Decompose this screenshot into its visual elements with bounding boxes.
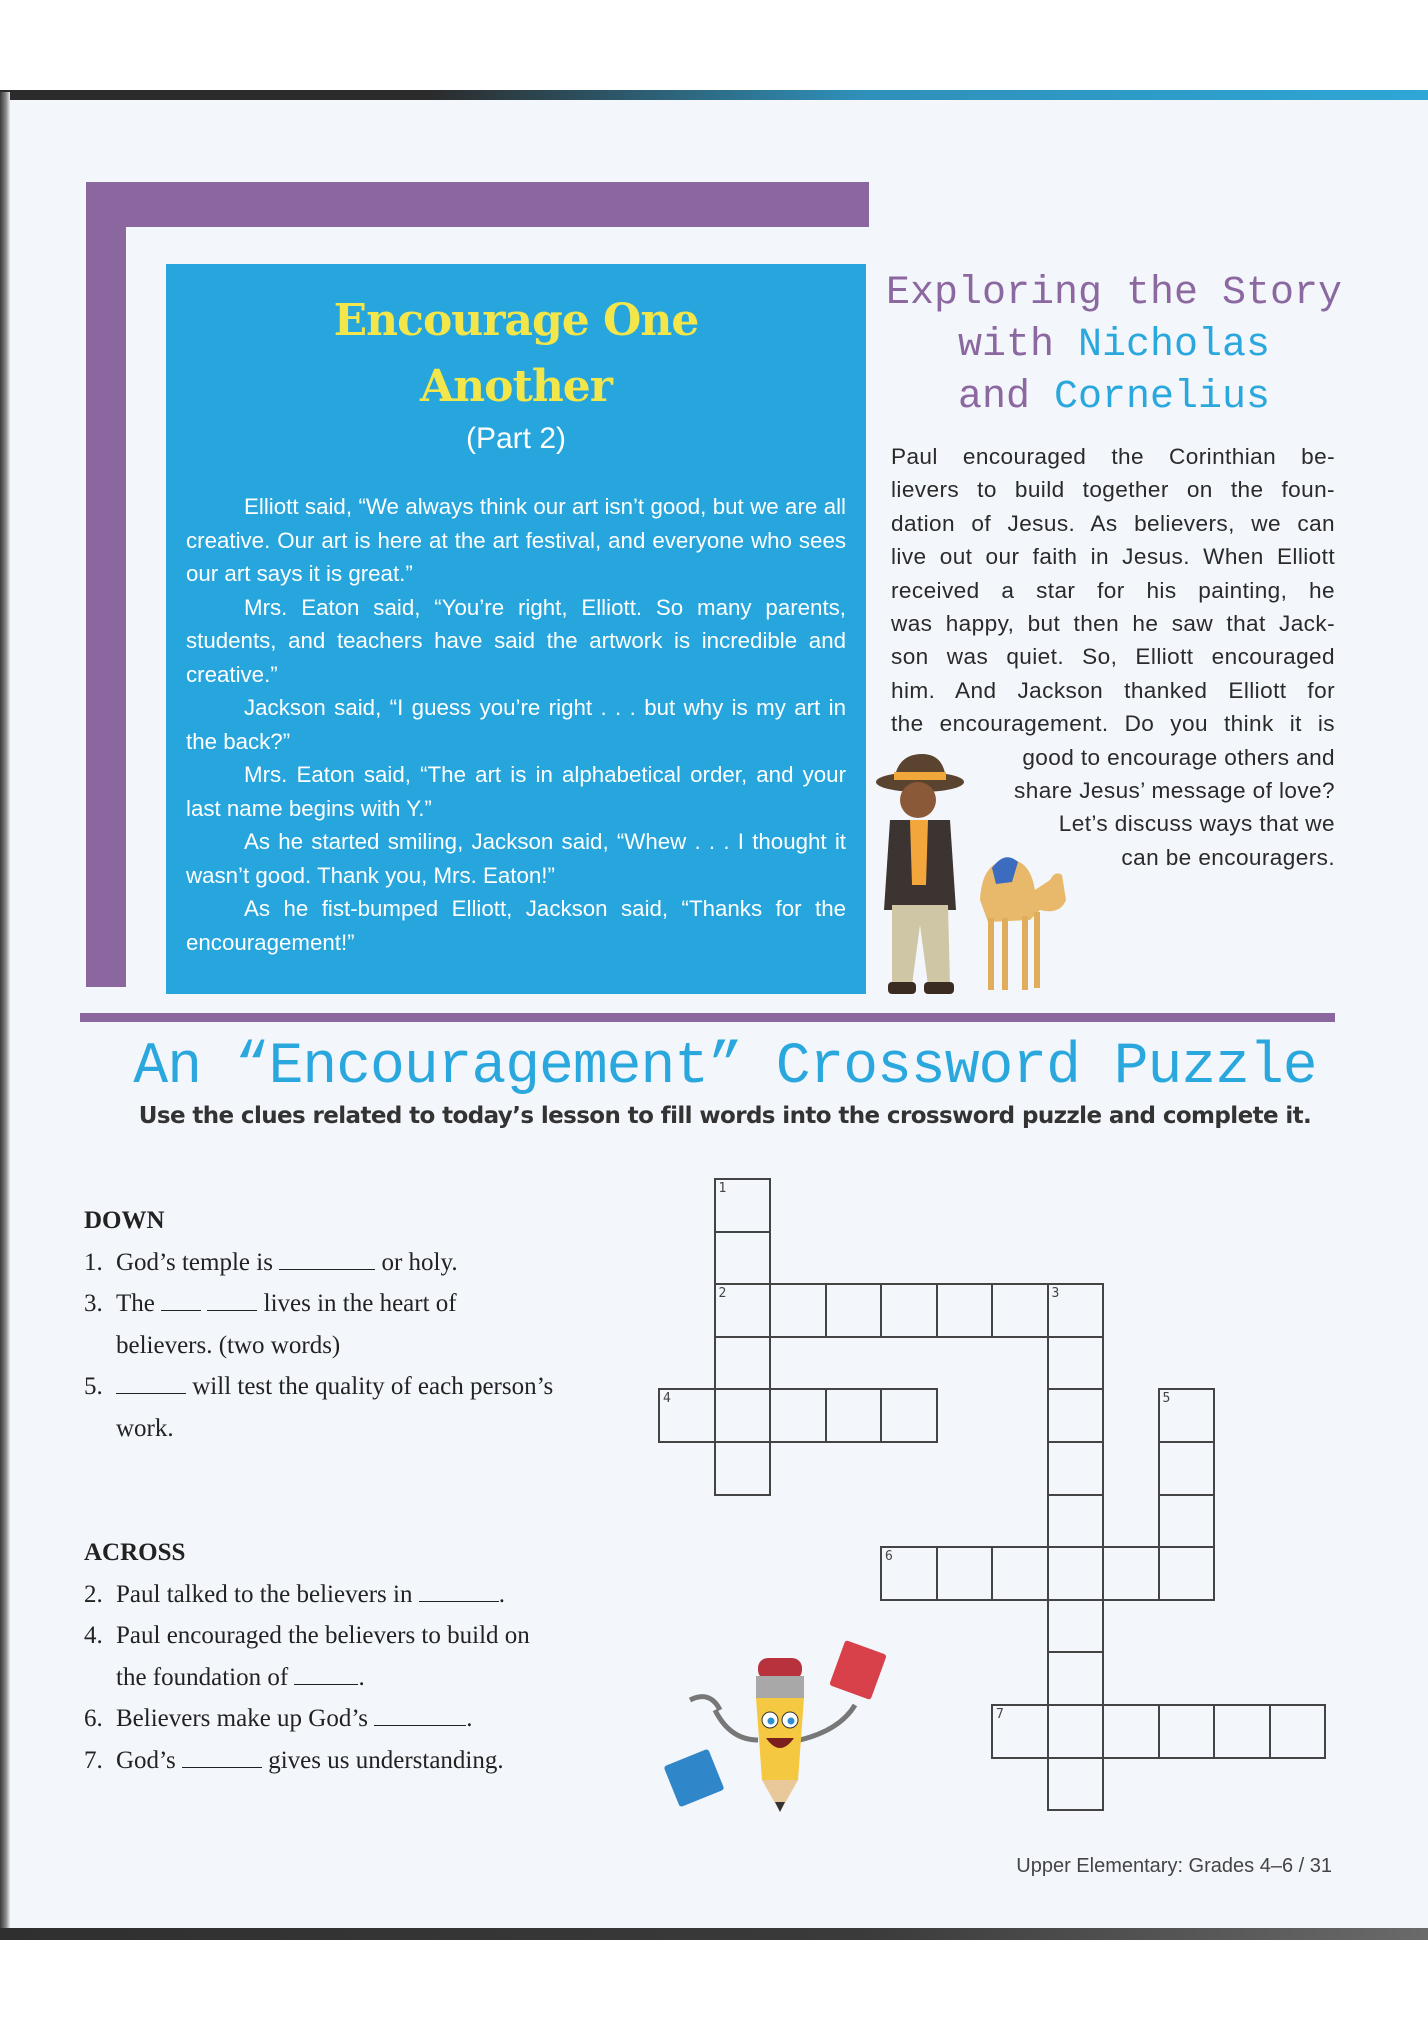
crossword-cell-number: 1: [718, 1181, 727, 1196]
pencil-arm-icon: [800, 1705, 855, 1740]
explorer-face-icon: [900, 782, 936, 818]
crossword-cell-number: 6: [885, 1549, 893, 1565]
crossword-cell-number: 7: [996, 1707, 1004, 1722]
explorer-and-camel-illustration: [870, 750, 1090, 1000]
story-subtitle: (Part 2): [465, 422, 567, 455]
story-paragraph: Mrs. Eaton said, “The art is in alphabetical order, and your last name begins with Y.”: [186, 762, 846, 821]
crossword-cell[interactable]: [1047, 1494, 1105, 1549]
clue-across-6: [84, 1698, 586, 1740]
crossword-cell[interactable]: [1047, 1283, 1105, 1338]
crossword-cell[interactable]: [1047, 1336, 1105, 1391]
pencil-ferrule-icon: [756, 1676, 804, 1698]
clue-number: 3.: [84, 1290, 103, 1317]
clue-text: .: [498, 1580, 505, 1608]
crossword-cell[interactable]: [714, 1231, 772, 1286]
answer-blank: [116, 1369, 186, 1394]
crossword-cell[interactable]: [991, 1283, 1049, 1338]
answer-blank: [161, 1286, 201, 1311]
clue-text: will test the quality of each person’s: [192, 1373, 554, 1400]
crossword-cell[interactable]: [936, 1283, 994, 1338]
explore-title-line2: [884, 320, 1344, 372]
purple-frame-left: [86, 182, 126, 987]
scan-top-edge: [0, 90, 1428, 100]
clue-number: 1.: [84, 1248, 103, 1276]
crossword-cell[interactable]: [825, 1388, 883, 1443]
clue-text: Believers make up God’s: [116, 1705, 369, 1732]
explore-line: share Jesus’ message of love?: [1014, 778, 1335, 804]
crossword-cell[interactable]: [991, 1704, 1049, 1759]
crossword-cell[interactable]: [1158, 1546, 1216, 1601]
clue-text: believers. (two words): [116, 1331, 341, 1359]
section-divider: [80, 1013, 1335, 1022]
clue-number: 2.: [84, 1580, 103, 1608]
answer-blank: [374, 1701, 466, 1726]
explore-title-with: with: [957, 323, 1054, 368]
crossword-cell[interactable]: [714, 1336, 772, 1391]
story-paragraph: Elliott said, “We always think our art isn’t good, but we are all creative. Our art is here at the art festival, and everyone who sees our art says it is great.”: [186, 494, 846, 586]
story-paragraph: Jackson said, “I guess you’re right . . . but why is my art in the back?”: [186, 695, 846, 754]
crossword-cell[interactable]: [1047, 1441, 1105, 1496]
down-heading: DOWN: [84, 1207, 165, 1234]
crossword-cell-number: 5: [1162, 1391, 1171, 1407]
clue-text: the foundation of: [116, 1663, 289, 1691]
explore-line: lievers to build together on the foun-: [891, 477, 1335, 503]
clue-text: God’s temple is: [116, 1248, 273, 1276]
across-clues: [84, 1532, 586, 1781]
crossword-cell[interactable]: [1158, 1441, 1216, 1496]
puzzle-title: An “Encouragement” Crossword Puzzle: [133, 1035, 1317, 1100]
explore-line: Paul encouraged the Corinthian be-: [891, 444, 1335, 469]
story-title-line1: Encourage One: [333, 295, 699, 346]
clue-number: 5.: [84, 1373, 103, 1400]
clue-across-4: [84, 1615, 586, 1698]
down-clues: [84, 1200, 586, 1449]
answer-blank: [294, 1660, 358, 1685]
explore-title-line3: [884, 372, 1344, 424]
pencil-mascot-illustration: [650, 1630, 900, 1820]
pencil-arm-icon: [690, 1697, 720, 1710]
scan-left-edge: [0, 92, 10, 1940]
explore-line: him. And Jackson thanked Elliott for: [891, 677, 1335, 703]
clue-text: gives us understanding.: [268, 1746, 504, 1774]
red-book-icon: [829, 1640, 887, 1700]
crossword-cell[interactable]: [1158, 1704, 1216, 1759]
explore-line: dation of Jesus. As believers, we can: [891, 510, 1335, 536]
clue-text: Paul encouraged the believers to build on: [116, 1622, 530, 1649]
crossword-cell[interactable]: [658, 1388, 716, 1443]
crossword-cell[interactable]: [1047, 1651, 1105, 1706]
page-footer: Upper Elementary: Grades 4–6 / 31: [1016, 1855, 1332, 1877]
crossword-cell[interactable]: [1047, 1388, 1105, 1443]
crossword-cell[interactable]: [1269, 1704, 1327, 1759]
clue-text: The: [116, 1290, 155, 1317]
crossword-cell[interactable]: [1102, 1546, 1160, 1601]
explorer-pants-icon: [892, 905, 950, 985]
explore-line: son was quiet. So, Elliott encouraged: [891, 644, 1335, 670]
crossword-cell[interactable]: [880, 1546, 938, 1601]
crossword-cell[interactable]: [714, 1441, 772, 1496]
story-box: [166, 264, 866, 994]
clue-down-1: [84, 1242, 586, 1284]
crossword-cell[interactable]: [936, 1546, 994, 1601]
crossword-cell[interactable]: [991, 1546, 1049, 1601]
explore-line: was happy, but then he saw that Jack-: [891, 611, 1335, 637]
explore-line: good to encourage others and: [1022, 744, 1335, 770]
blue-book-icon: [664, 1749, 725, 1808]
puzzle-instructions: Use the clues related to today’s lesson to fill words into the crossword puzzle and complete it.: [138, 1103, 1312, 1129]
clue-text: .: [466, 1705, 473, 1732]
explore-line: can be encouragers.: [1121, 844, 1335, 870]
crossword-cell[interactable]: [769, 1283, 827, 1338]
crossword-cell[interactable]: [880, 1283, 938, 1338]
explore-line: Let’s discuss ways that we: [1058, 811, 1335, 837]
crossword-cell[interactable]: [769, 1388, 827, 1443]
explore-line: received a star for his painting, he: [891, 577, 1335, 603]
crossword-cell-number: 2: [718, 1286, 727, 1302]
crossword-cell[interactable]: [1047, 1757, 1105, 1812]
answer-blank: [182, 1743, 262, 1768]
explore-line: live out our faith in Jesus. When Elliott: [891, 544, 1335, 570]
story-paragraph: As he started smiling, Jackson said, “Whew . . . I thought it wasn’t good. Thank you, Mrs. Eaton!”: [186, 829, 846, 888]
crossword-cell[interactable]: [1102, 1704, 1160, 1759]
clue-text: or holy.: [381, 1248, 458, 1276]
answer-blank: [419, 1577, 499, 1602]
explorer-shoe-icon: [924, 982, 954, 994]
answer-blank: [279, 1245, 375, 1270]
story-paragraph: As he fist-bumped Elliott, Jackson said, “Thanks for the encouragement!”: [186, 896, 846, 955]
clue-text: .: [358, 1663, 365, 1691]
scan-bottom-edge: [0, 1928, 1428, 1940]
clue-number: 4.: [84, 1622, 103, 1649]
clue-number: 7.: [84, 1746, 103, 1774]
crossword-cell[interactable]: [1158, 1494, 1216, 1549]
crossword-cell[interactable]: [1158, 1388, 1216, 1443]
crossword-cell-number: 3: [1051, 1286, 1060, 1302]
story-body: [186, 490, 846, 959]
explore-title-and: and: [957, 375, 1030, 420]
clue-text: lives in the heart of: [263, 1290, 457, 1317]
explore-title-cornelius: Cornelius: [1053, 375, 1271, 420]
crossword-cell[interactable]: [1047, 1546, 1105, 1601]
explorer-shirt-icon: [910, 820, 928, 885]
story-paragraph: Mrs. Eaton said, “You’re right, Elliott. So many parents, students, and teachers have said the artwork is incredible and creative.”: [186, 594, 846, 687]
story-title: [166, 288, 866, 420]
crossword-cell[interactable]: [825, 1283, 883, 1338]
clue-across-7: [84, 1740, 586, 1782]
explorer-shoe-icon: [888, 982, 916, 994]
crossword-cell[interactable]: [1047, 1704, 1105, 1759]
purple-frame-top: [86, 182, 869, 227]
answer-blank: [207, 1286, 257, 1311]
explore-title-nicholas: Nicholas: [1078, 323, 1271, 368]
clue-number: 6.: [84, 1705, 103, 1732]
explore-title: [884, 268, 1344, 424]
crossword-cell[interactable]: [714, 1283, 772, 1338]
crossword-cell[interactable]: [880, 1388, 938, 1443]
story-title-line2: Another: [420, 361, 612, 412]
explore-line: the encouragement. Do you think it is: [891, 711, 1335, 737]
clue-text: work.: [116, 1414, 174, 1442]
crossword-cell[interactable]: [1047, 1599, 1105, 1654]
crossword-cell-number: 4: [663, 1391, 671, 1407]
explore-title-line1: Exploring the Story: [885, 271, 1343, 316]
clue-down-3: [84, 1283, 586, 1366]
crossword-cell[interactable]: [1213, 1704, 1271, 1759]
clue-text: Paul talked to the believers in: [116, 1580, 413, 1608]
clue-across-2: [84, 1574, 586, 1616]
clue-down-5: [84, 1366, 586, 1449]
crossword-cell[interactable]: [714, 1388, 772, 1443]
across-heading: ACROSS: [84, 1539, 186, 1566]
clue-text: God’s: [116, 1746, 176, 1774]
hat-band-icon: [894, 772, 946, 780]
crossword-cell[interactable]: [714, 1178, 772, 1233]
